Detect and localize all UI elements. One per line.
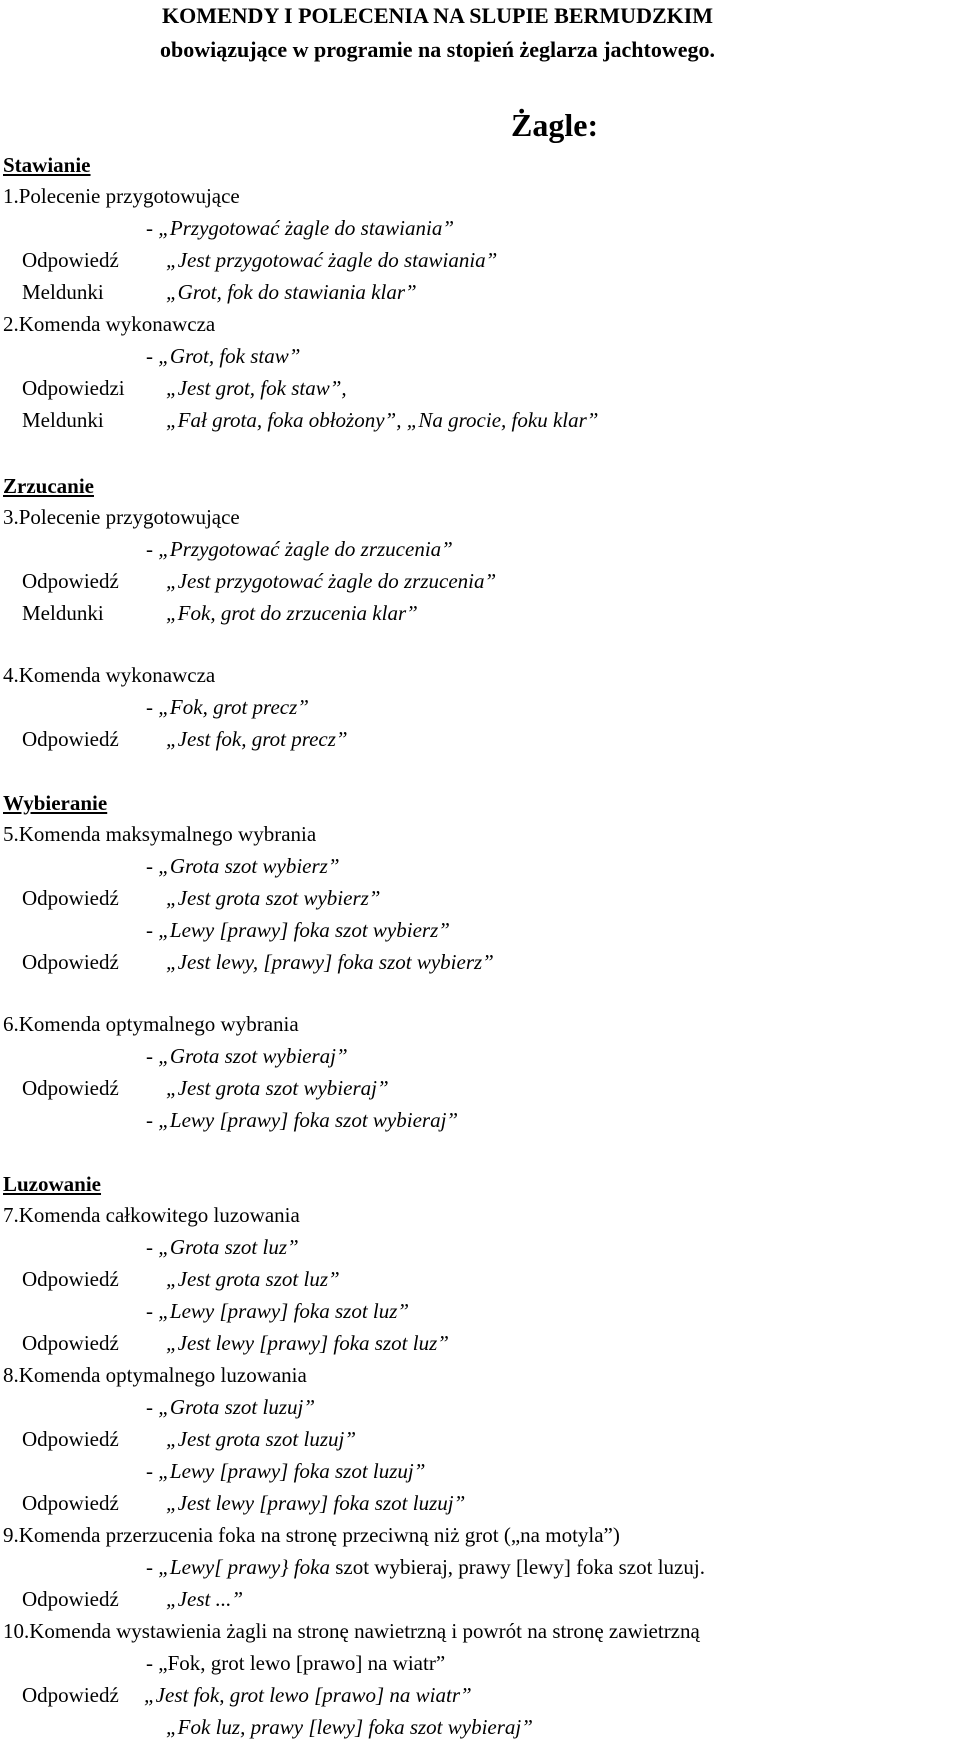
heading-luzowanie: Luzowanie (3, 1172, 102, 1196)
doc-title-line2: obowiązujące w programie na stopień żeglarza jachtowego. (160, 37, 715, 62)
item-8-response-label-2: Odpowiedź (22, 1491, 119, 1515)
item-10-title: 10.Komenda wystawienia żagli na stronę nawietrzną i powrót na stronę zawietrzną (3, 1619, 700, 1643)
item-6-command-2: - „Lewy [prawy] foka szot wybieraj” (146, 1108, 459, 1132)
heading-wybieranie: Wybieranie (3, 791, 108, 815)
item-5-command-1: - „Grota szot wybierz” (146, 854, 340, 878)
item-9-command (146, 1555, 705, 1579)
item-6-response-1: „Jest grota szot wybieraj” (166, 1076, 389, 1100)
item-2-title: 2.Komenda wykonawcza (3, 312, 216, 336)
item-1-title: 1.Polecenie przygotowujące (3, 184, 240, 208)
item-3-response: „Jest przygotować żagle do zrzucenia” (166, 569, 497, 593)
item-8-response-label-1: Odpowiedź (22, 1427, 119, 1451)
item-8-response-1: „Jest grota szot luzuj” (166, 1427, 357, 1451)
item-2-report-label: Meldunki (22, 408, 104, 432)
item-10-response: „Jest fok, grot lewo [prawo] na wiatr” (144, 1683, 472, 1707)
heading-zrzucanie: Zrzucanie (3, 474, 94, 498)
doc-title-line1: KOMENDY I POLECENIA NA SLUPIE BERMUDZKIM (162, 3, 714, 28)
item-7-response-label-2: Odpowiedź (22, 1331, 119, 1355)
item-10-tail: „Fok luz, prawy [lewy] foka szot wybieraj” (166, 1715, 533, 1739)
item-7-response-label-1: Odpowiedź (22, 1267, 119, 1291)
item-7-response-2: „Jest lewy [prawy] foka szot luz” (166, 1331, 449, 1355)
item-1-command: - „Przygotować żagle do stawiania” (146, 216, 455, 240)
item-9-response-label: Odpowiedź (22, 1587, 119, 1611)
item-5-response-1: „Jest grota szot wybierz” (166, 886, 381, 910)
item-2-command: - „Grot, fok staw” (146, 344, 301, 368)
item-7-title: 7.Komenda całkowitego luzowania (3, 1203, 300, 1227)
item-8-title: 8.Komenda optymalnego luzowania (3, 1363, 307, 1387)
item-5-response-label-2: Odpowiedź (22, 950, 119, 974)
item-1-report: „Grot, fok do stawiania klar” (166, 280, 417, 304)
item-10-response-label: Odpowiedź (22, 1683, 119, 1707)
item-5-response-label-1: Odpowiedź (22, 886, 119, 910)
item-3-report-label: Meldunki (22, 601, 104, 625)
item-6-title: 6.Komenda optymalnego wybrania (3, 1012, 299, 1036)
item-4-response: „Jest fok, grot precz” (166, 727, 348, 751)
item-9-command-plain: szot wybieraj, prawy [lewy] foka szot luzuj. (329, 1555, 705, 1579)
item-4-command: - „Fok, grot precz” (146, 695, 309, 719)
item-7-command-2: - „Lewy [prawy] foka szot luz” (146, 1299, 410, 1323)
item-9-title: 9.Komenda przerzucenia foka na stronę przeciwną niż grot („na motyla”) (3, 1523, 620, 1547)
item-2-response: „Jest grot, fok staw”, (166, 376, 347, 400)
item-6-response-label-1: Odpowiedź (22, 1076, 119, 1100)
heading-stawianie: Stawianie (3, 153, 91, 177)
item-9-response: „Jest ...” (166, 1587, 244, 1611)
item-7-command-1: - „Grota szot luz” (146, 1235, 299, 1259)
item-4-response-label: Odpowiedź (22, 727, 119, 751)
item-8-command-1: - „Grota szot luzuj” (146, 1395, 316, 1419)
item-7-response-1: „Jest grota szot luz” (166, 1267, 340, 1291)
item-5-response-2: „Jest lewy, [prawy] foka szot wybierz” (166, 950, 494, 974)
item-3-command: - „Przygotować żagle do zrzucenia” (146, 537, 453, 561)
item-8-command-2: - „Lewy [prawy] foka szot luzuj” (146, 1459, 426, 1483)
item-10-command: - „Fok, grot lewo [prawo] na wiatr” (146, 1651, 446, 1675)
item-9-command-italic: - „Lewy[ prawy} foka (146, 1555, 330, 1579)
item-5-title: 5.Komenda maksymalnego wybrania (3, 822, 317, 846)
item-6-command-1: - „Grota szot wybieraj” (146, 1044, 348, 1068)
section-title: Żagle: (511, 107, 599, 143)
item-1-response-label: Odpowiedź (22, 248, 119, 272)
item-2-response-label: Odpowiedzi (22, 376, 125, 400)
item-3-response-label: Odpowiedź (22, 569, 119, 593)
item-4-title: 4.Komenda wykonawcza (3, 663, 216, 687)
item-8-response-2: „Jest lewy [prawy] foka szot luzuj” (166, 1491, 466, 1515)
item-3-title: 3.Polecenie przygotowujące (3, 505, 240, 529)
item-3-report: „Fok, grot do zrzucenia klar” (166, 601, 418, 625)
item-1-report-label: Meldunki (22, 280, 104, 304)
item-2-report: „Fał grota, foka obłożony”, „Na grocie, foku klar” (166, 408, 599, 432)
item-5-command-2: - „Lewy [prawy] foka szot wybierz” (146, 918, 450, 942)
item-1-response: „Jest przygotować żagle do stawiania” (166, 248, 498, 272)
